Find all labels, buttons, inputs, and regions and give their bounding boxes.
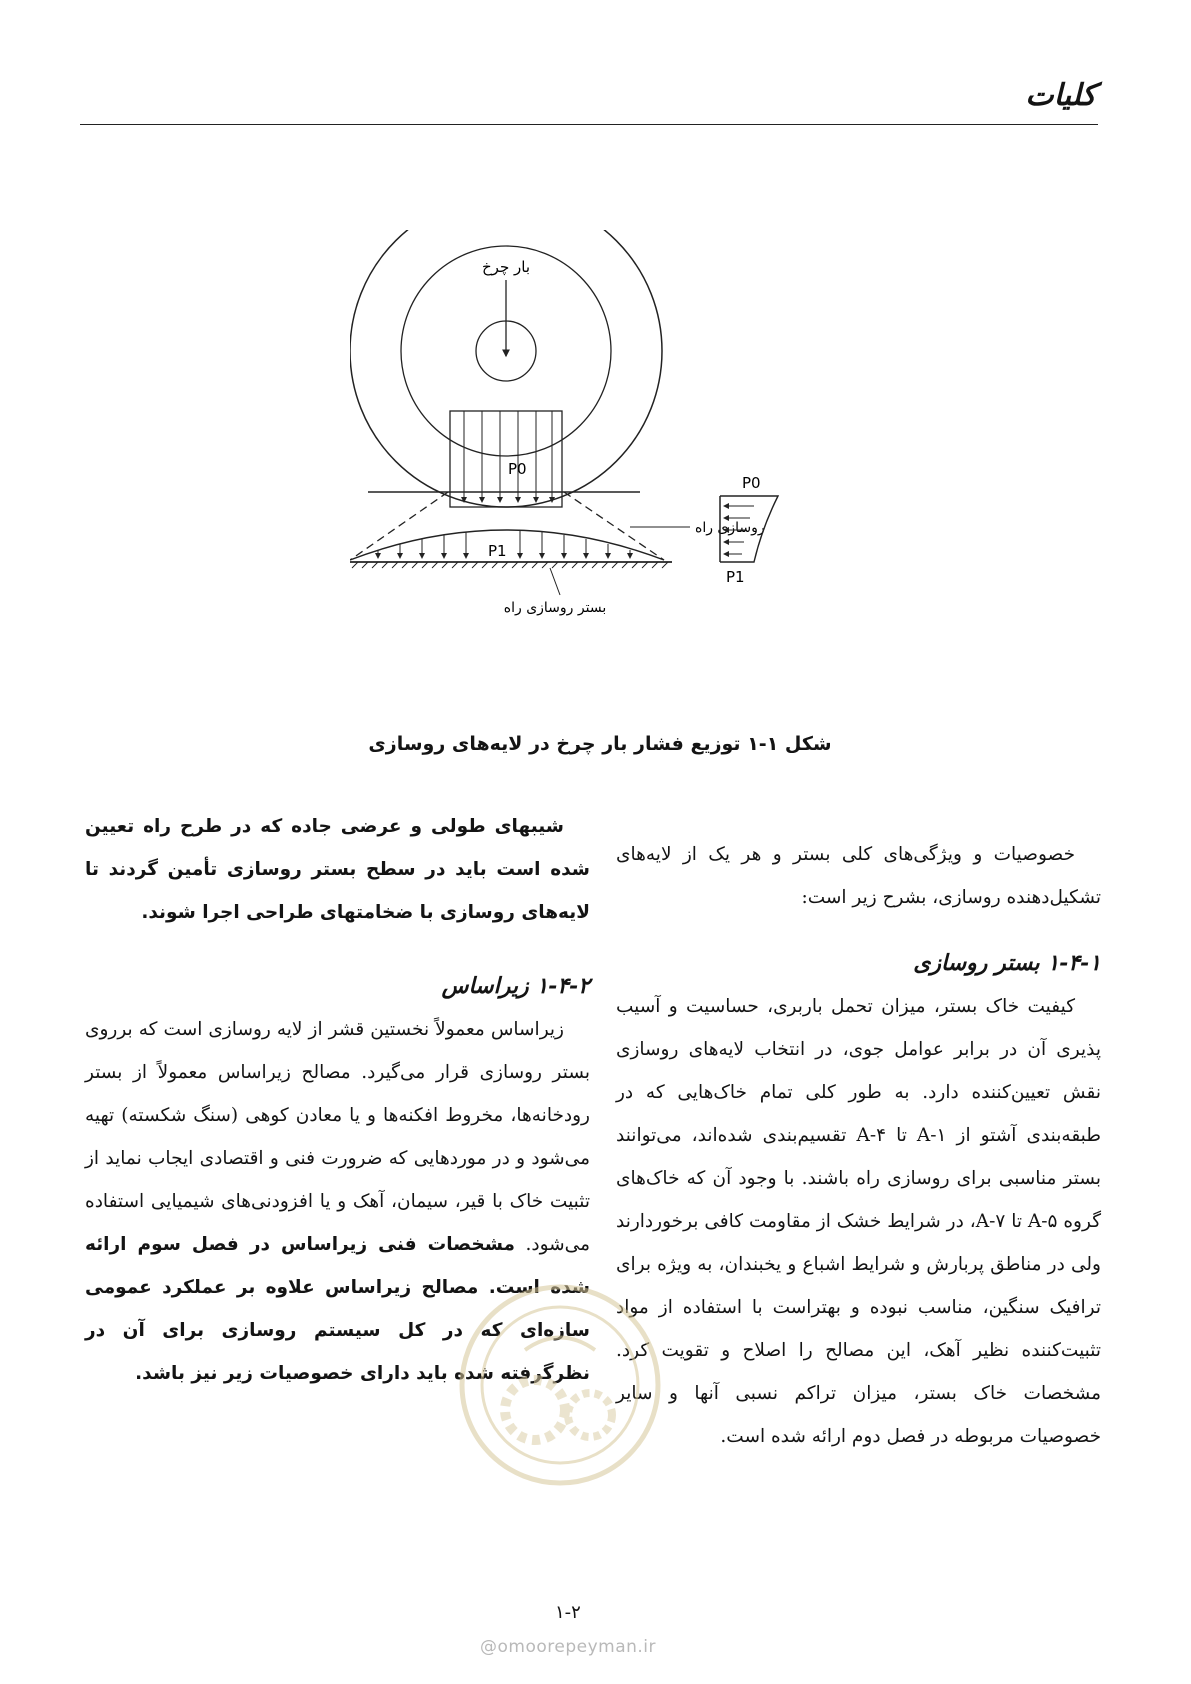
- section-heading-subgrade: ۱-۴-۱ بستر روسازی: [913, 950, 1101, 976]
- ground-hatching: [350, 562, 668, 568]
- subbase-paragraph: زیراساس معمولاً نخستین قشر از لایه روسازی است که برروی بستر روسازی قرار می‌گیرد. مصالح زیراساس معمولاً از بستر رودخانه‌ها، مخروط افکنه‌ها و یا معادن کوهی (سنگ شکسته) تهیه می‌شود و در موردهایی که ضرورت فنی و اقتصادی ایجاب نماید از تثبیت خاک با قیر، سیمان، آهک و یا افزودنی‌های شیمیایی استفاده می‌شود.: [85, 1019, 590, 1255]
- subgrade-pressure-curve: [350, 530, 664, 560]
- wheel-load-label: بار چرخ: [482, 258, 530, 276]
- intro-paragraph: خصوصیات و ویژگی‌های کلی بستر و هر یک از لایه‌های تشکیل‌دهنده روسازی، بشرح زیر است:: [616, 844, 1101, 908]
- right-column: [616, 833, 1101, 1458]
- watermark-seal: [455, 1280, 665, 1490]
- p0-label: P0: [508, 460, 527, 478]
- page-header-title: کلیات: [1025, 78, 1096, 113]
- subgrade-paragraph: کیفیت خاک بستر، میزان تحمل باربری، حساسیت و آسیب پذیری آن در برابر عوامل جوی، در انتخاب لایه‌های روسازی نقش تعیین‌کننده دارد. به طور کلی تمام خاک‌هایی که در طبقه‌بندی آشتو از A-۱ تا A-۴ تقسیم‌بندی شده‌اند، می‌توانند بستر مناسبی برای روسازی راه باشند. با وجود آن که خاک‌های گروه A-۵ تا A-۷، در شرایط خشک از مقاومت کافی برخوردارند ولی در مناطق پربارش و شرایط اشباع و یخبندان، به ویژه برای ترافیک سنگین، مناسب نبوده و بهتراست با استفاده از مواد تثبیت‌کننده نظیر آهک، این مصالح را اصلاح و تقویت کرد. مشخصات خاک بستر، میزان تراکم نسبی آنها و سایر خصوصیات مربوطه در فصل دوم ارائه شده است.: [616, 996, 1102, 1447]
- section-heading-subbase: ۱-۴-۲ زیراساس: [441, 973, 590, 999]
- header-rule: [80, 124, 1098, 125]
- figure-caption: شکل ۱-۱ توزیع فشار بار چرخ در لایه‌های روسازی: [368, 733, 832, 755]
- wheel-load-distribution-figure: [350, 230, 800, 630]
- page-number: ۱-۲: [555, 1602, 581, 1623]
- profile-p0-label: P0: [742, 474, 761, 492]
- pavement-label: روسازی راه: [695, 520, 765, 536]
- subgrade-label: بستر روسازی راه: [503, 600, 607, 616]
- profile-p1-label: P1: [726, 568, 745, 586]
- subbase-spec-note: مشخصات فنی زیراساس در فصل سوم ارائه شده است. مصالح زیراساس علاوه بر عملکرد عمومی سازه‌ای که در کل سیستم روسازی برای آن در نظرگرفته شده باید دارای خصوصیات زیر نیز باشد.: [85, 1234, 590, 1384]
- slope-note-paragraph: شیبهای طولی و عرضی جاده که در طرح راه تعیین شده است باید در سطح بستر روسازی تأمین گردند تا لایه‌های روسازی با ضخامتهای طراحی اجرا شوند.: [85, 816, 590, 923]
- spread-line-right: [564, 492, 664, 560]
- p1-label: P1: [488, 542, 507, 560]
- watermark-text: @omoorepeyman.ir: [480, 1637, 657, 1657]
- spread-line-left: [350, 492, 448, 560]
- subgrade-leader: [550, 568, 560, 595]
